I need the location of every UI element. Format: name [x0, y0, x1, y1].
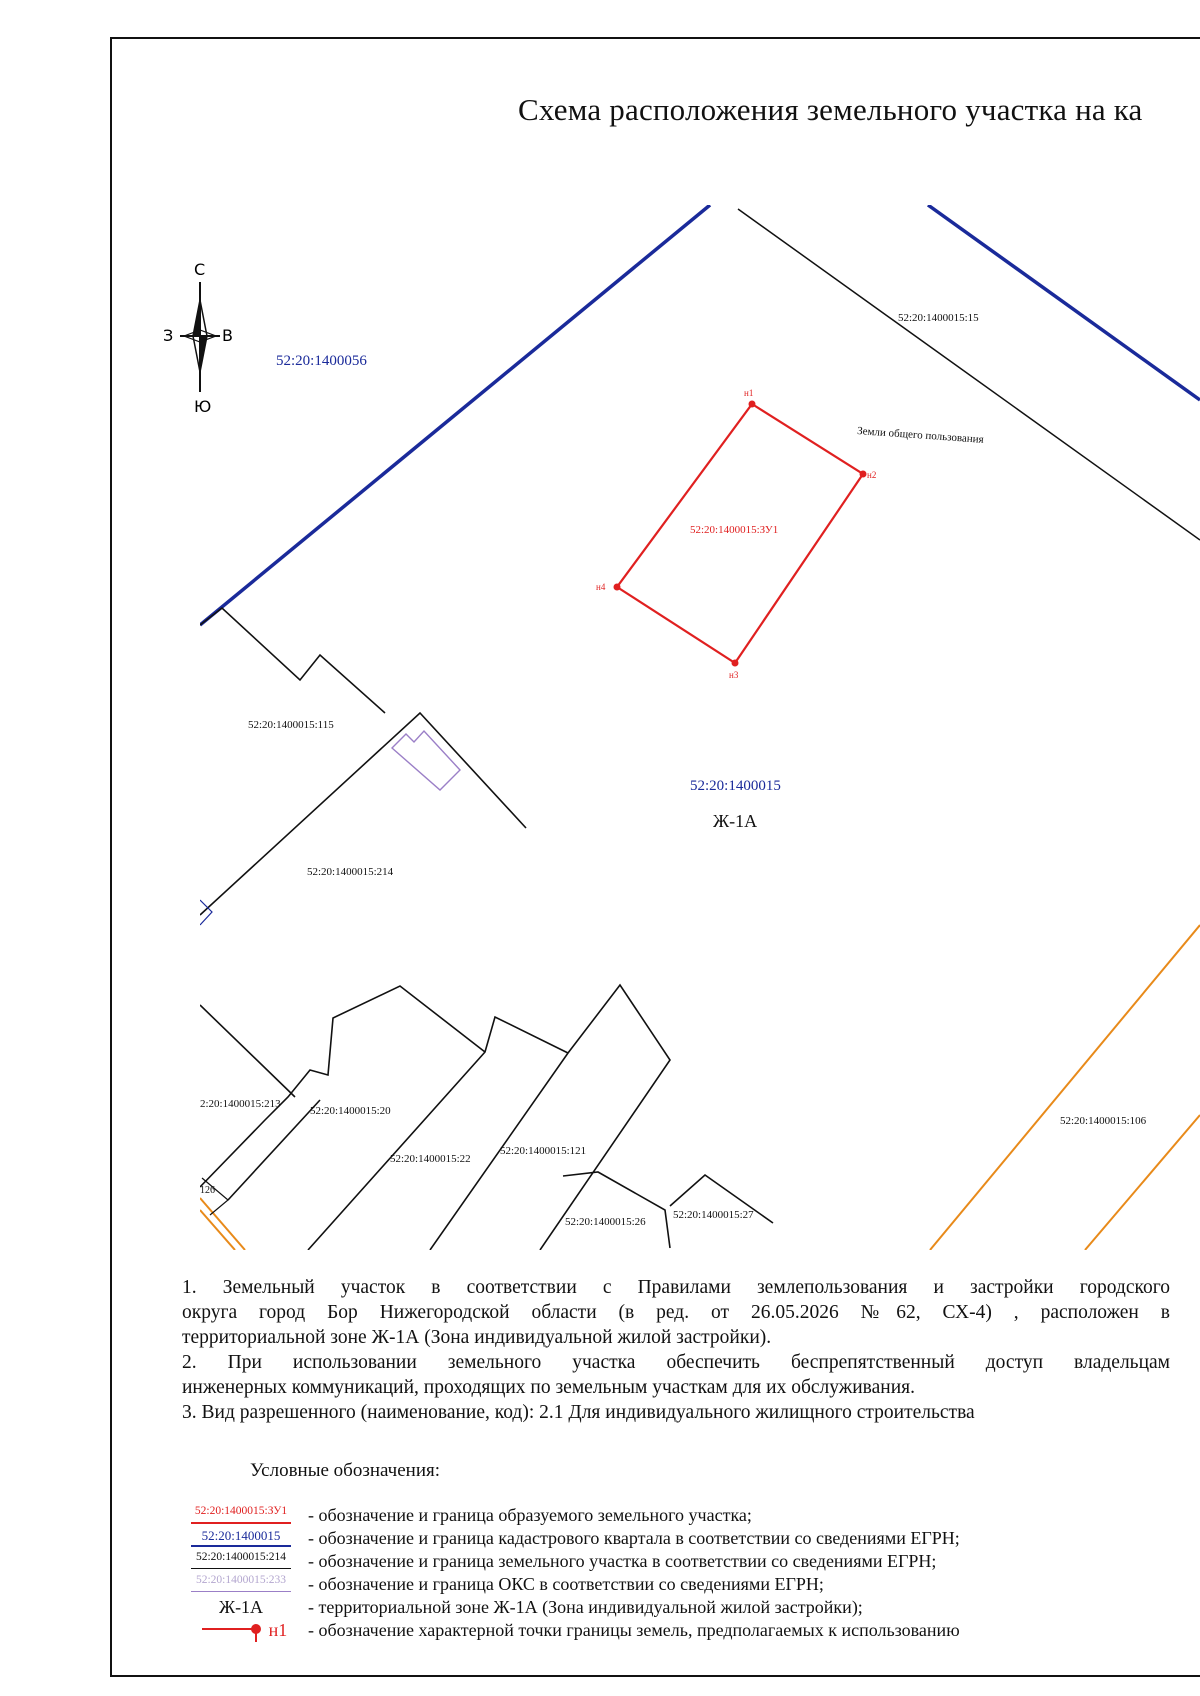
legend-heading: Условные обозначения: [250, 1460, 441, 1481]
parcel-121-label: 52:20:1400015:121 [500, 1145, 587, 1157]
point-n4-marker [614, 584, 621, 591]
zone-line-4 [200, 1210, 235, 1250]
oks-boundary [392, 731, 460, 790]
parcel-214-label: 52:20:1400015:214 [307, 866, 394, 878]
legend-symbol-oks: 52:20:1400015:233 [195, 1574, 287, 1586]
quarter-boundary-east [928, 205, 1200, 400]
legend-symbol-zone: Ж-1А [218, 1597, 264, 1617]
note-2-line-1: 2. При использовании земельного участка обеспечить беспрепятственный доступ владельцам [182, 1352, 1170, 1373]
parcel-121-boundary [430, 985, 670, 1250]
public-land-label: Земли общего пользования [856, 425, 985, 446]
legend [186, 1505, 1176, 1643]
parcel-15-label: 52:20:1400015:15 [898, 312, 979, 324]
legend-text: - обозначение характерной точки границы земель, предполагаемых к использованию [308, 1620, 960, 1640]
parcel-213-boundary [228, 1100, 320, 1200]
note-1-line-3: территориальной зоне Ж-1А (Зона индивидуальной жилой застройки). [182, 1327, 772, 1348]
quarter-main-label: 52:20:1400015 [690, 778, 781, 794]
parcel-22-label: 52:20:1400015:22 [390, 1153, 471, 1165]
legend-symbol-new-parcel: 52:20:1400015:ЗУ1 [194, 1505, 288, 1517]
compass-south: Ю [194, 397, 212, 416]
legend-symbol-quarter: 52:20:1400015 [201, 1528, 281, 1543]
zone-line-3 [200, 1198, 245, 1250]
zone-label: Ж-1А [713, 811, 758, 831]
new-parcel-label: 52:20:1400015:ЗУ1 [690, 524, 779, 536]
note-1-line-2: округа город Бор Нижегородской области (в ред. от 26.05.2026 №62, СХ-4) , расположен в [182, 1302, 1170, 1323]
legend-item [186, 1574, 1176, 1597]
parcel-106-label: 52:20:1400015:106 [1060, 1115, 1147, 1127]
legend-text: - обозначение и граница образуемого земельного участка; [308, 1505, 752, 1525]
legend-text: - территориальной зоне Ж-1А (Зона индивидуальной жилой застройки); [308, 1597, 863, 1617]
note-1-line-1: 1. Земельный участок в соответствии с Правилами землепользования и застройки городского [182, 1277, 1170, 1298]
parcel-22-boundary [308, 1017, 568, 1250]
legend-text: - обозначение и граница кадастрового квартала в соответствии со сведениями ЕГРН; [308, 1528, 960, 1548]
legend-text: - обозначение и граница ОКС в соответствии со сведениями ЕГРН; [308, 1574, 824, 1594]
parcel-115-boundary [200, 608, 385, 713]
document-title: Схема расположения земельного участка на ка [518, 92, 1143, 127]
quarter-boundary-west [200, 205, 710, 625]
legend-text: - обозначение и граница земельного участка в соответствии со сведениями ЕГРН; [308, 1551, 937, 1571]
legend-symbol-parcel: 52:20:1400015:214 [195, 1551, 287, 1563]
notes-block [182, 1275, 1170, 1425]
legend-symbol-point: н1 [268, 1620, 288, 1640]
parcel-27-label: 52:20:1400015:27 [673, 1209, 754, 1221]
parcel-115-label: 52:20:1400015:115 [248, 719, 334, 731]
fragment-126-label: 126 [200, 1185, 215, 1196]
point-n1-label: н1 [744, 388, 754, 398]
compass-west: З [163, 326, 174, 345]
point-n2-marker [860, 471, 867, 478]
public-land-boundary [738, 209, 1200, 540]
parcel-20-label: 52:20:1400015:20 [310, 1105, 391, 1117]
zone-line-1 [930, 925, 1200, 1250]
legend-item [186, 1505, 1176, 1528]
parcel-214-boundary [200, 713, 526, 915]
parcel-213-label: 2:20:1400015:213 [200, 1098, 281, 1110]
point-n1-marker [749, 401, 756, 408]
parcel-26-boundary [563, 1172, 670, 1248]
note-3: 3. Вид разрешенного (наименование, код): 2.1 Для индивидуального жилищного строительства [182, 1402, 975, 1423]
legend-item [186, 1551, 1176, 1574]
legend-item [186, 1597, 1176, 1620]
point-n3-marker [732, 660, 739, 667]
point-n4-label: н4 [596, 582, 606, 592]
compass-icon [163, 260, 233, 416]
point-n3-label: н3 [729, 670, 739, 680]
point-n2-label: н2 [867, 470, 877, 480]
quarter-west-label: 52:20:1400056 [276, 353, 367, 369]
parcel-26-label: 52:20:1400015:26 [565, 1216, 646, 1228]
note-2-line-2: инженерных коммуникаций, проходящих по земельным участкам для их обслуживания. [182, 1377, 915, 1398]
compass-north: С [194, 260, 206, 279]
legend-item [186, 1620, 1176, 1643]
compass-east: В [222, 326, 233, 345]
legend-item [186, 1528, 1176, 1551]
zone-line-2 [1085, 1115, 1200, 1250]
